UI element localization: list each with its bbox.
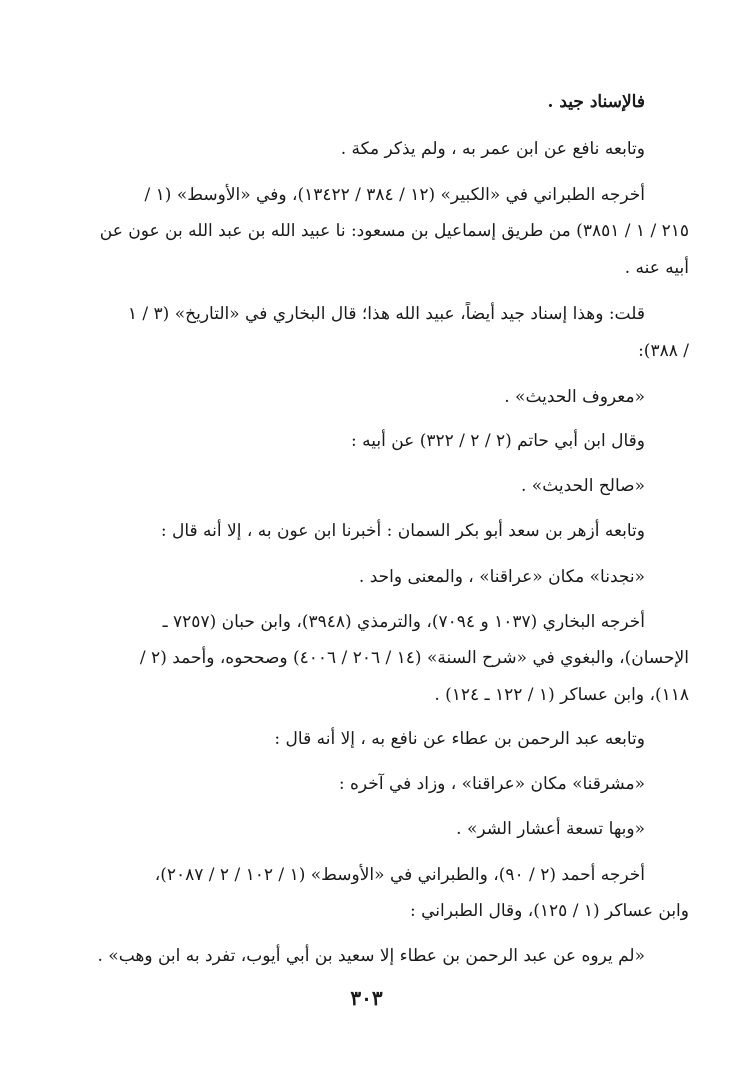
text-line-9: وقال ابن أبي حاتم (٢ / ٢ / ٣٢٢) عن أبيه : bbox=[350, 431, 645, 451]
page-number: ٣٠٣ bbox=[350, 986, 383, 1010]
text-line-6: قلت: وهذا إسناد جيد أيضاً، عبيد الله هذا؛ قال البخاري في «التاريخ» (٣ / ١ bbox=[127, 304, 645, 324]
text-line-11: وتابعه أزهر بن سعد أبو بكر السمان : أخبرنا ابن عون به ، إلا أنه قال : bbox=[160, 521, 645, 541]
text-line-20: وابن عساكر (١ / ١٢٥)، وقال الطبراني : bbox=[409, 901, 689, 921]
text-line-10: «صالح الحديث» . bbox=[520, 476, 645, 496]
text-line-5: أبيه عنه . bbox=[624, 258, 689, 278]
text-line-2: وتابعه نافع عن ابن عمر به ، ولم يذكر مكة . bbox=[340, 139, 645, 159]
text-line-8: «معروف الحديث» . bbox=[504, 387, 645, 407]
text-line-1: فالإسناد جيد . bbox=[547, 92, 645, 112]
text-line-3: أخرجه الطبراني في «الكبير» (١٢ / ٣٨٤ / ١٣٤٢٢)، وفي «الأوسط» (١ / bbox=[144, 185, 645, 205]
text-line-21: «لم يروه عن عبد الرحمن بن عطاء إلا سعيد بن أبي أيوب، تفرد به ابن وهب» . bbox=[97, 946, 645, 966]
text-line-13: أخرجه البخاري (١٠٣٧ و ٧٠٩٤)، والترمذي (٣٩٤٨)، وابن حبان (٧٢٥٧ ـ bbox=[162, 612, 645, 632]
text-line-16: وتابعه عبد الرحمن بن عطاء عن نافع به ، إلا أنه قال : bbox=[274, 729, 645, 749]
text-line-4: ٢١٥ / ١ / ٣٨٥١) من طريق إسماعيل بن مسعود: نا عبيد الله بن عبد الله بن عون عن bbox=[99, 221, 689, 241]
text-line-15: ١١٨)، وابن عساكر (١ / ١٢٢ ـ ١٢٤) . bbox=[434, 685, 689, 705]
text-line-14: الإحسان)، والبغوي في «شرح السنة» (١٤ / ٢٠٦ / ٤٠٠٦) وصححوه، وأحمد (٢ / bbox=[139, 648, 689, 668]
text-line-19: أخرجه أحمد (٢ / ٩٠)، والطبراني في «الأوسط» (١ / ١٠٢ / ٢ / ٢٠٨٧)، bbox=[154, 865, 645, 885]
text-line-17: «مشرقنا» مكان «عراقنا» ، وزاد في آخره : bbox=[338, 774, 645, 794]
text-line-18: «وبها تسعة أعشار الشر» . bbox=[456, 819, 645, 839]
text-line-7: / ٣٨٨): bbox=[638, 341, 689, 361]
text-line-12: «نجدنا» مكان «عراقنا» ، والمعنى واحد . bbox=[358, 567, 645, 587]
